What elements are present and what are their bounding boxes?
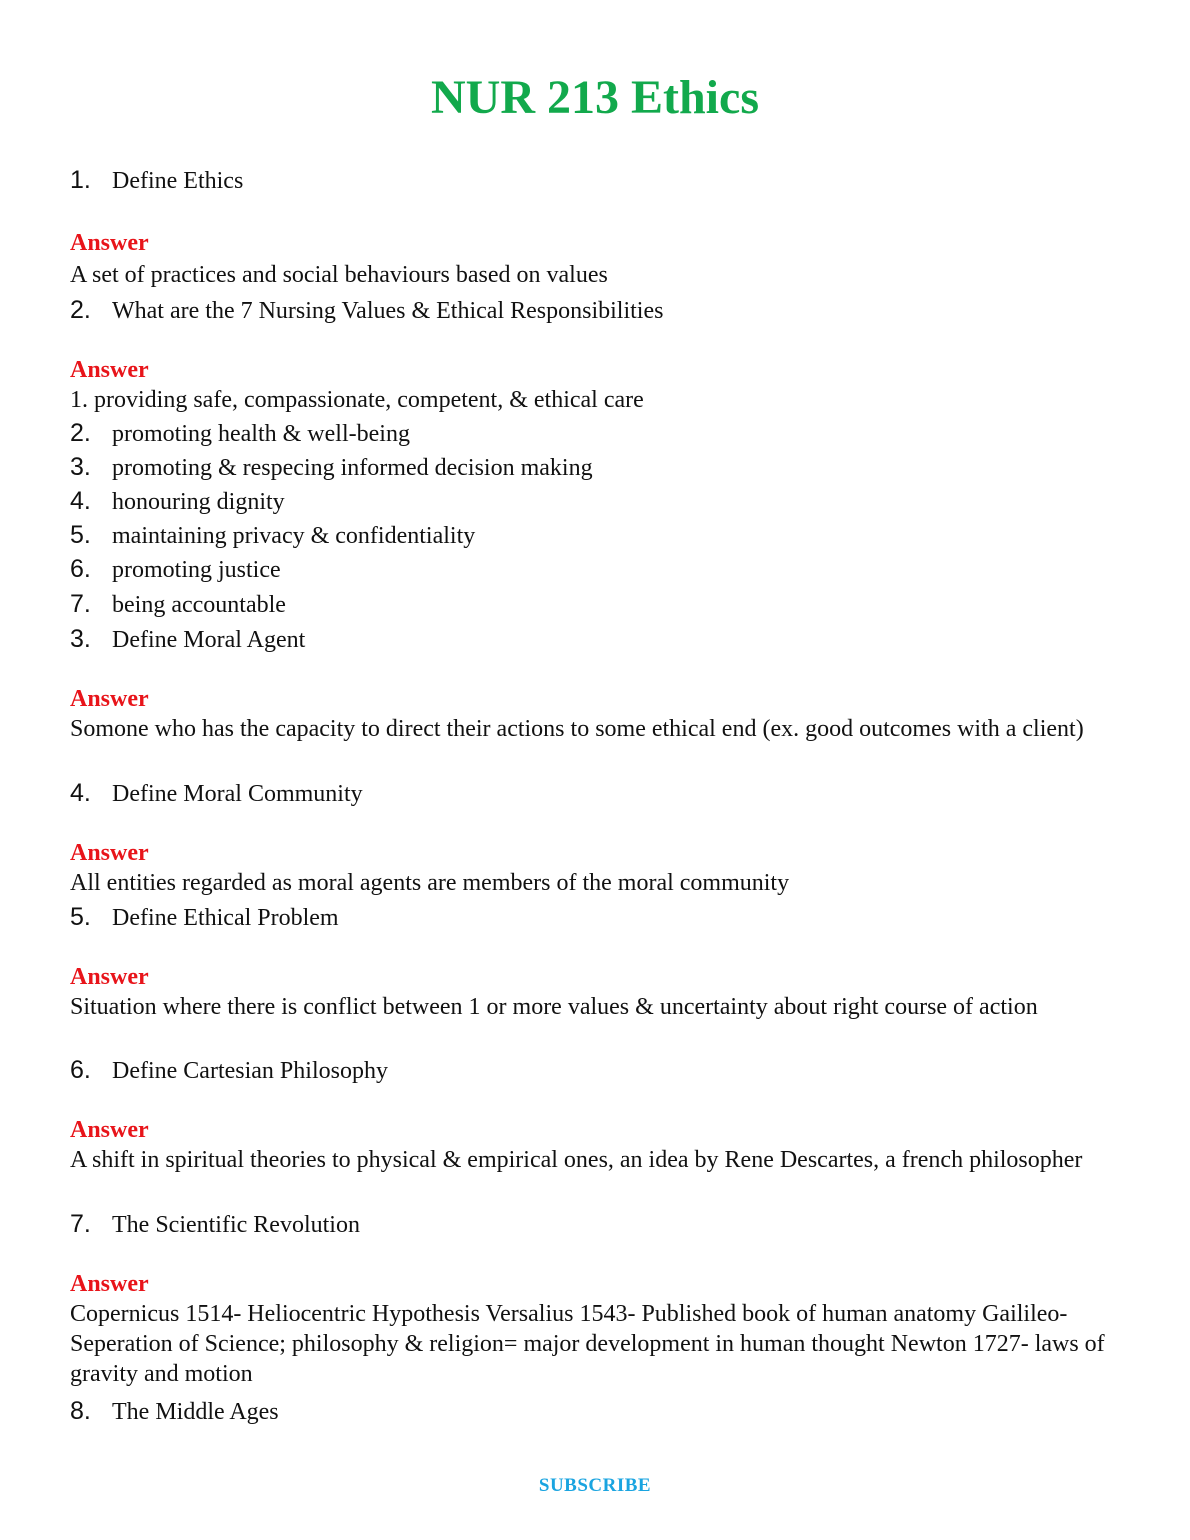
answer-label: Answer [70,840,149,866]
question-text: Define Moral Community [112,781,363,807]
answer-label: Answer [70,1117,149,1143]
subscribe-link[interactable]: SUBSCRIBE [538,1475,652,1496]
answer-text: Situation where there is conflict between 1 or more values & uncertainty about right course of action [70,994,1038,1020]
answer-label: Answer [70,1271,149,1297]
question-text: Define Moral Agent [112,627,306,653]
question-3 [70,624,305,655]
question-1 [70,165,243,196]
page-title: NUR 213 Ethics [430,71,759,124]
question-2 [70,295,663,326]
list-item: 6. promoting justice [70,555,281,583]
question-number: 2. [70,296,91,324]
question-text: The Scientific Revolution [112,1212,360,1238]
question-text: Define Ethical Problem [112,905,339,931]
list-item: 2. promoting health & well-being [70,419,410,447]
question-number: 3. [70,625,91,653]
question-number: 4. [70,779,91,807]
list-item: 3. promoting & respecing informed decision making [70,453,593,481]
answer-text: 1. providing safe, compassionate, competent, & ethical care [70,387,644,413]
question-number: 1. [70,166,91,194]
answer-label: Answer [70,357,149,383]
question-text: The Middle Ages [112,1399,279,1425]
question-5 [70,902,339,933]
answer-label: Answer [70,686,149,712]
answer-text: Copernicus 1514- Heliocentric Hypothesis Versalius 1543- Published book of human anatomy Gailileo- Seperation of Science; philosophy & religion= major development in human thought Newton 1727- laws of gravity and motion [70,1301,1105,1387]
question-number: 6. [70,1056,91,1084]
list-item: 5. maintaining privacy & confidentiality [70,521,476,549]
answer-text: Somone who has the capacity to direct their actions to some ethical end (ex. good outcomes with a client) [70,716,1084,742]
list-item: 4. honouring dignity [70,487,285,515]
answer-text: A set of practices and social behaviours based on values [70,262,608,288]
question-text: Define Ethics [112,168,244,194]
answer-label: Answer [70,964,149,990]
answer-text: A shift in spiritual theories to physical & empirical ones, an idea by Rene Descartes, a french philosopher [70,1147,1083,1173]
question-text: What are the 7 Nursing Values & Ethical Responsibilities [112,298,664,324]
answer-text: All entities regarded as moral agents are members of the moral community [70,870,790,896]
question-4 [70,778,363,809]
question-number: 8. [70,1397,91,1425]
list-item: 7. being accountable [70,590,286,618]
question-6 [70,1055,388,1086]
answer-label: Answer [70,230,149,256]
question-8 [70,1396,279,1427]
question-text: Define Cartesian Philosophy [112,1058,388,1084]
question-number: 7. [70,1210,91,1238]
question-7 [70,1209,360,1240]
question-number: 5. [70,903,91,931]
